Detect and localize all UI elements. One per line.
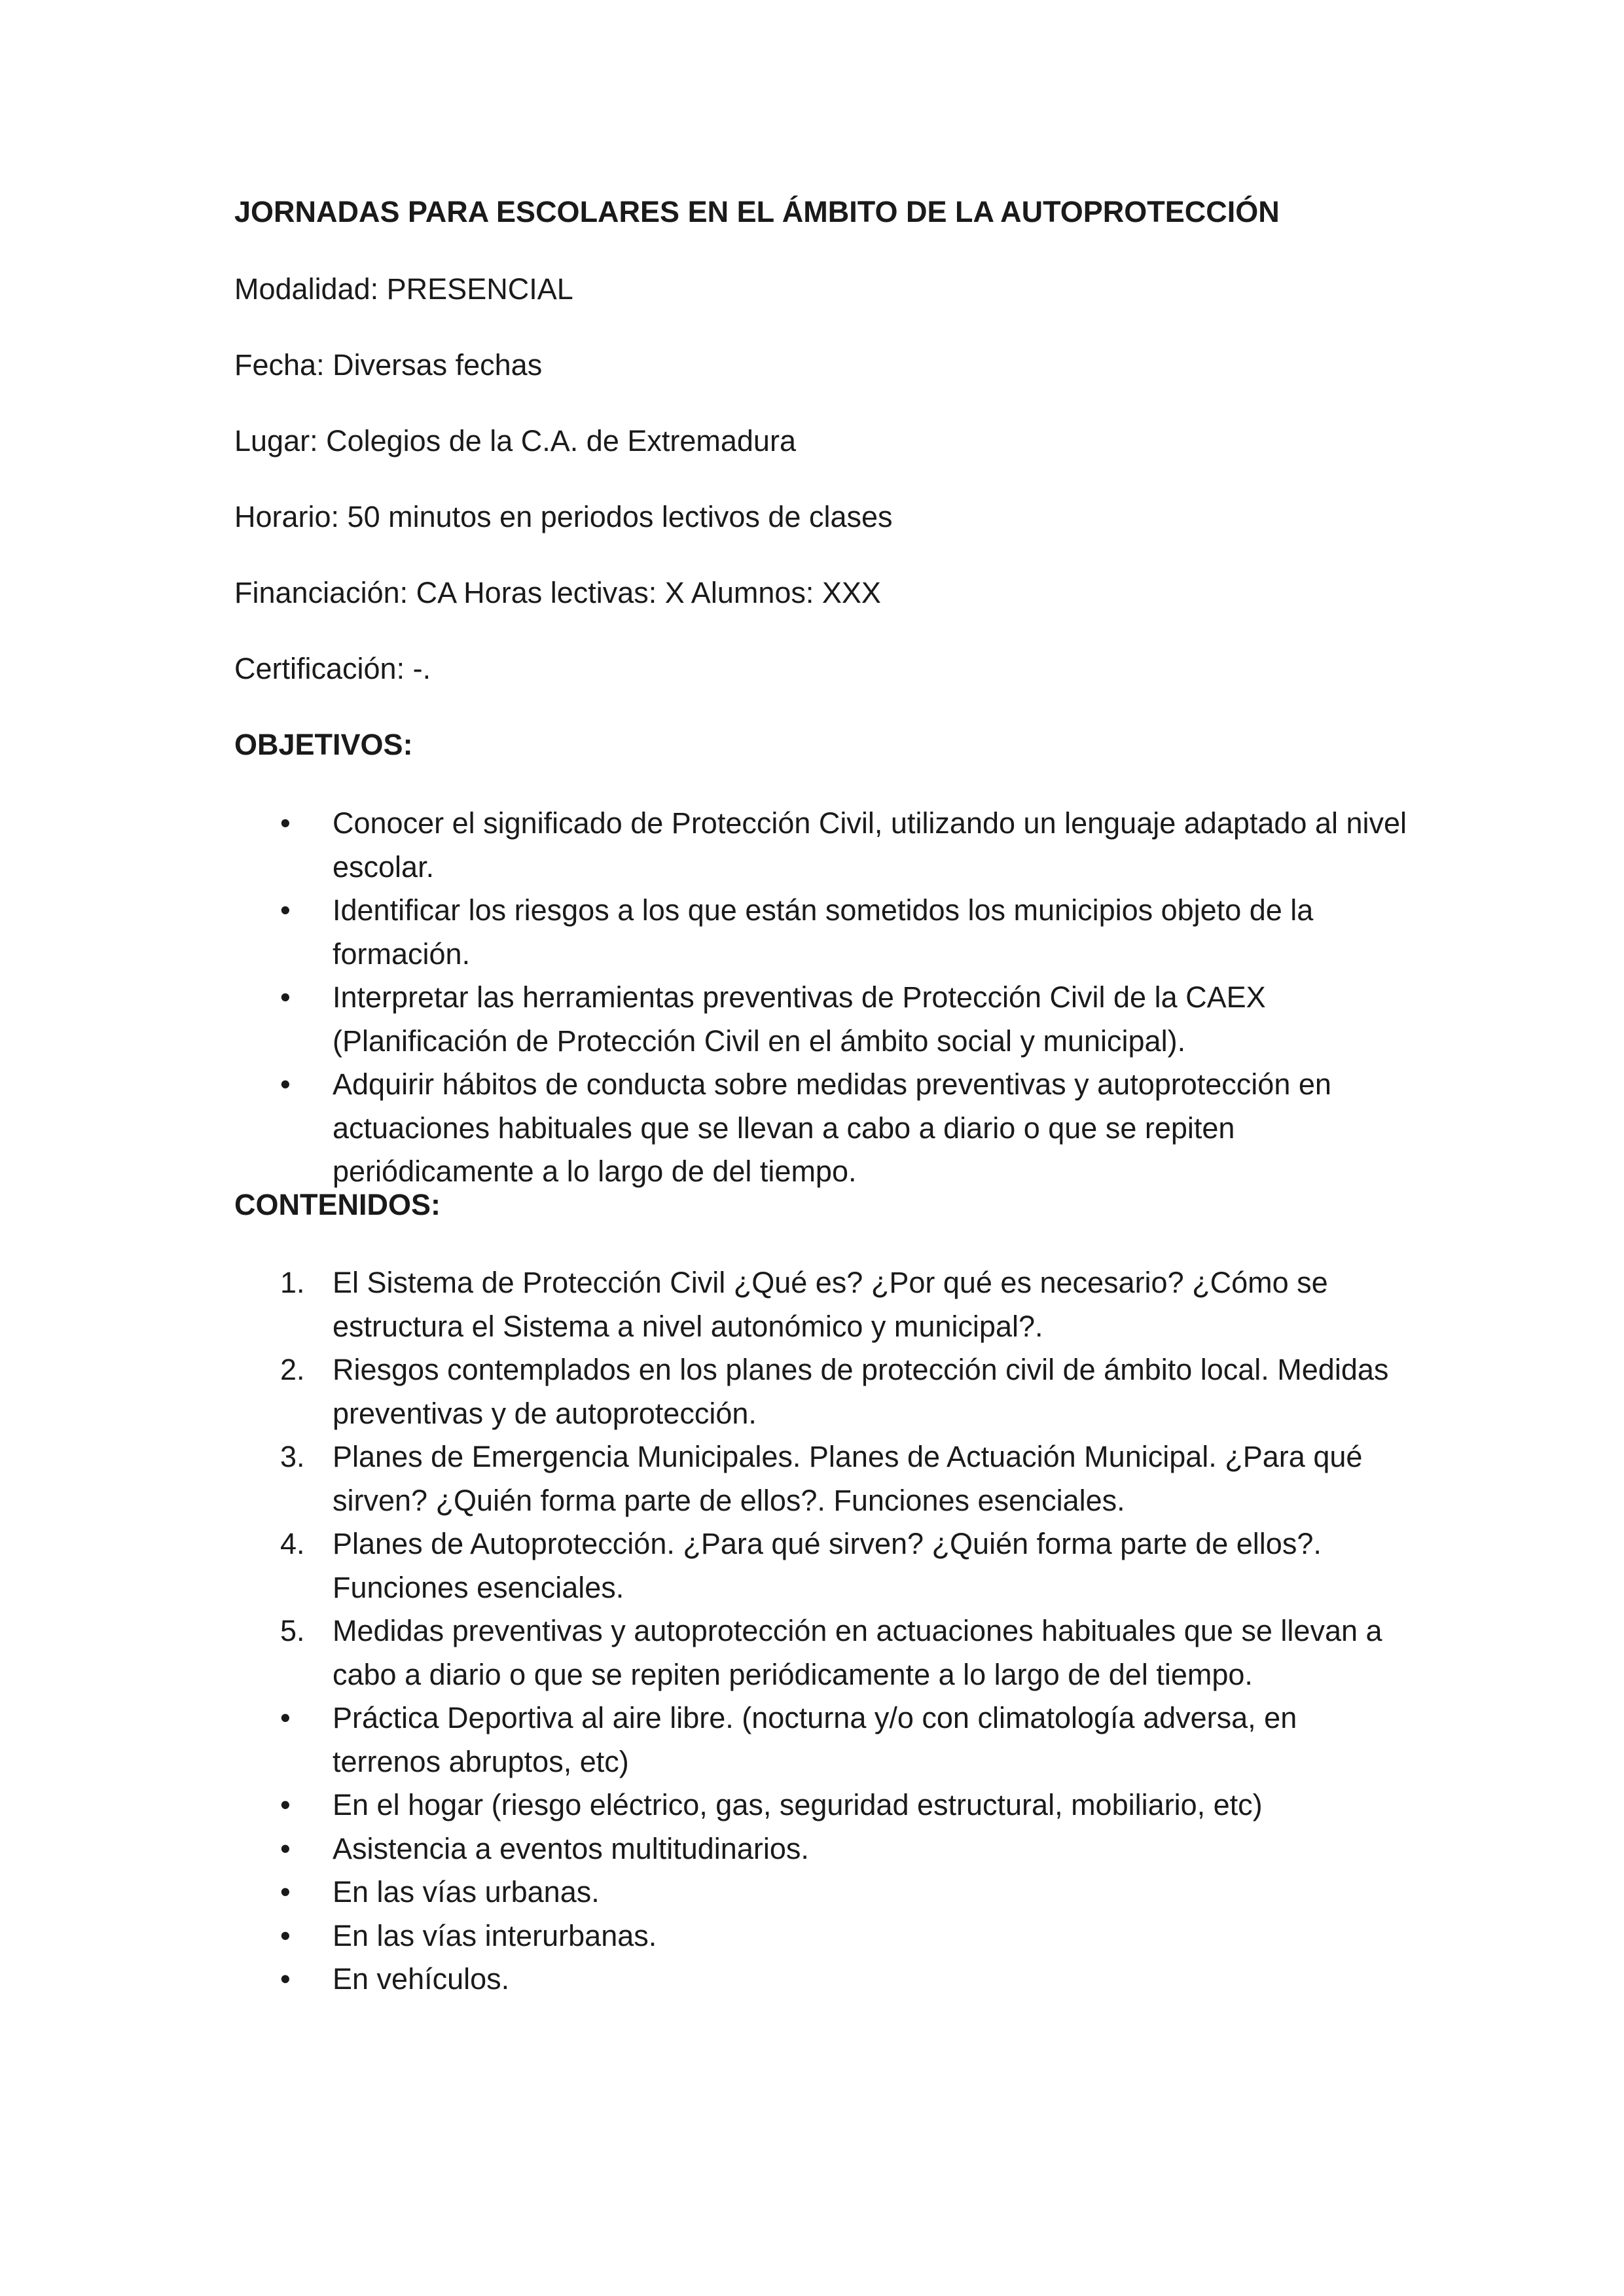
contenido-text: En las vías urbanas. [333, 1875, 600, 1909]
list-number: 4. [280, 1527, 305, 1560]
list-item [234, 1522, 1413, 1609]
contenido-text: Riesgos contemplados en los planes de protección civil de ámbito local. Medidas preventivas y de autoprotección. [333, 1353, 1389, 1430]
contenidos-heading: CONTENIDOS: [234, 1188, 441, 1221]
contenido-text: El Sistema de Protección Civil ¿Qué es? ¿Por qué es necesario? ¿Cómo se estructura el Sistema a nivel autonómico y municipal?. [333, 1266, 1328, 1343]
bullet-icon: • [280, 1831, 291, 1865]
bullet-icon: • [280, 893, 291, 927]
list-number: 3. [280, 1440, 305, 1473]
list-item [234, 802, 1413, 889]
document-title: JORNADAS PARA ESCOLARES EN EL ÁMBITO DE LA AUTOPROTECCIÓN [234, 195, 1280, 228]
bullet-icon: • [280, 806, 291, 840]
contenido-text: Asistencia a eventos multitudinarios. [333, 1831, 809, 1865]
objetivos-list [234, 802, 1413, 1194]
list-item [234, 1696, 1413, 1784]
objetivo-text: Interpretar las herramientas preventivas de Protección Civil de la CAEX (Planificación de Protección Civil en el ámbito social y municipal). [333, 980, 1266, 1058]
list-item [234, 1348, 1413, 1435]
field-financiacion: Financiación: CA Horas lectivas: X Alumnos: XXX [234, 576, 881, 609]
list-item [234, 1871, 1413, 1914]
bullet-icon: • [280, 1701, 291, 1734]
contenido-text: Planes de Emergencia Municipales. Planes de Actuación Municipal. ¿Para qué sirven? ¿Quién forma parte de ellos?. Funciones esenciales. [333, 1440, 1363, 1517]
objetivo-text: Adquirir hábitos de conducta sobre medidas preventivas y autoprotección en actuaciones habituales que se llevan a cabo a diario o que se repiten periódicamente a lo largo de del tiempo. [333, 1067, 1331, 1188]
list-number: 1. [280, 1266, 305, 1299]
bullet-icon: • [280, 1067, 291, 1101]
list-item [234, 1827, 1413, 1871]
contenido-text: En las vías interurbanas. [333, 1918, 657, 1952]
list-item [234, 1261, 1413, 1348]
contenido-text: En vehículos. [333, 1962, 510, 1996]
list-number: 5. [280, 1614, 305, 1647]
field-horario: Horario: 50 minutos en periodos lectivos de clases [234, 500, 893, 533]
field-modalidad: Modalidad: PRESENCIAL [234, 272, 573, 306]
objetivo-text: Conocer el significado de Protección Civil, utilizando un lenguaje adaptado al nivel escolar. [333, 806, 1407, 884]
field-certificacion: Certificación: -. [234, 652, 431, 685]
bullet-icon: • [280, 1788, 291, 1821]
contenido-text: Medidas preventivas y autoprotección en actuaciones habituales que se llevan a cabo a diario o que se repiten periódicamente a lo largo de del tiempo. [333, 1614, 1382, 1691]
bullet-icon: • [280, 1962, 291, 1996]
bullet-icon: • [280, 1875, 291, 1909]
contenidos-list [234, 1261, 1413, 2001]
list-item [234, 976, 1413, 1063]
contenido-text: Planes de Autoprotección. ¿Para qué sirven? ¿Quién forma parte de ellos?. Funciones esenciales. [333, 1527, 1322, 1604]
list-item [234, 1914, 1413, 1958]
list-item [234, 889, 1413, 976]
objetivo-text: Identificar los riesgos a los que están sometidos los municipios objeto de la formación. [333, 893, 1314, 971]
contenido-text: Práctica Deportiva al aire libre. (nocturna y/o con climatología adversa, en terrenos abruptos, etc) [333, 1701, 1297, 1778]
field-fecha: Fecha: Diversas fechas [234, 348, 543, 382]
field-lugar: Lugar: Colegios de la C.A. de Extremadura [234, 424, 796, 457]
list-item [234, 1435, 1413, 1522]
bullet-icon: • [280, 980, 291, 1014]
list-item [234, 1784, 1413, 1827]
bullet-icon: • [280, 1918, 291, 1952]
list-item [234, 1063, 1413, 1194]
contenido-text: En el hogar (riesgo eléctrico, gas, seguridad estructural, mobiliario, etc) [333, 1788, 1263, 1821]
list-number: 2. [280, 1353, 305, 1386]
objetivos-heading: OBJETIVOS: [234, 728, 413, 761]
list-item [234, 1958, 1413, 2001]
list-item [234, 1609, 1413, 1696]
